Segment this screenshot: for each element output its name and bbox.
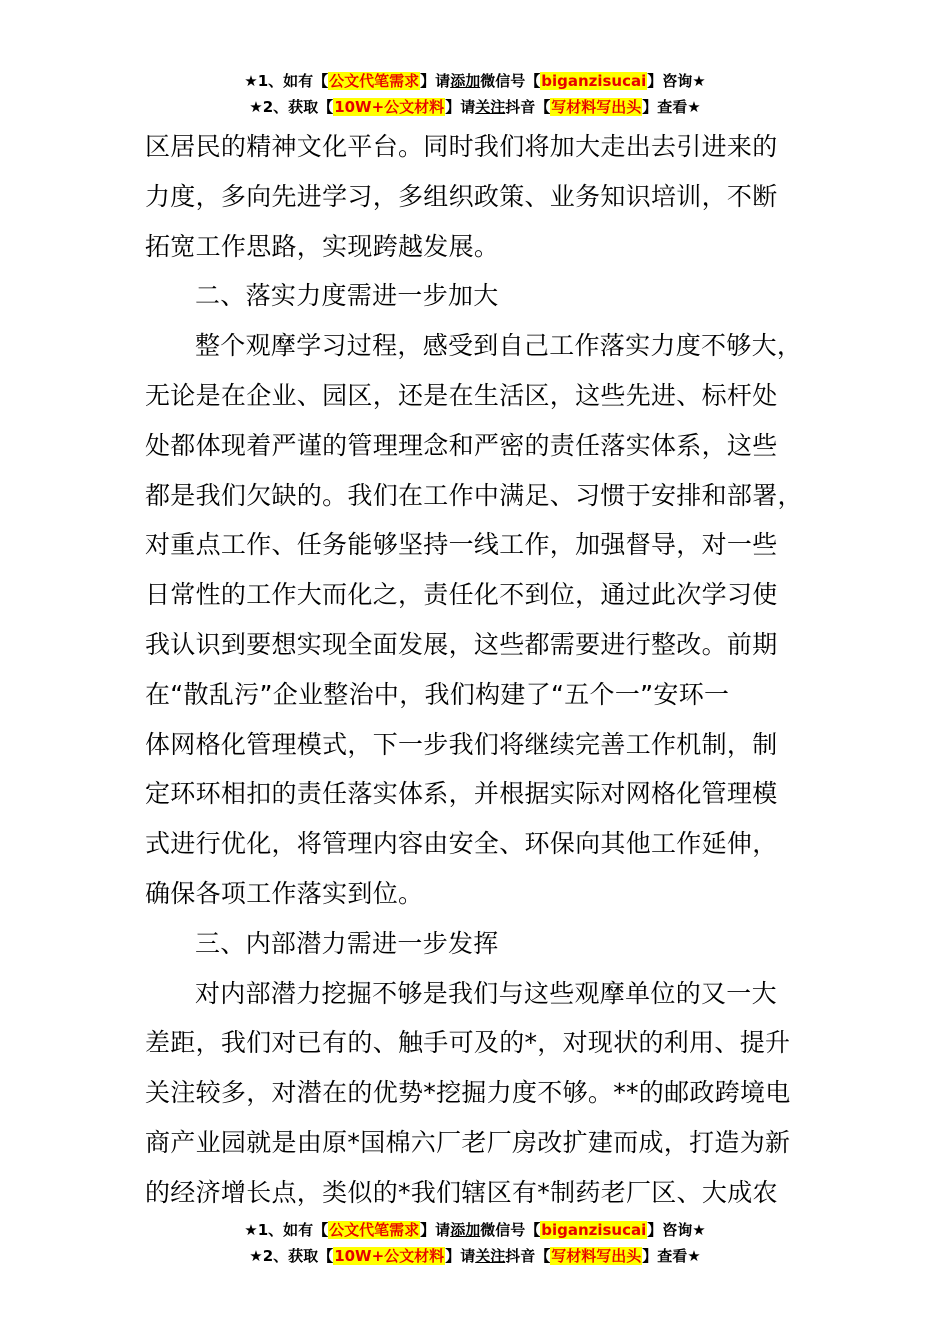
banner-line-1 bbox=[0, 68, 950, 94]
text-line: 关注较多，对潜在的优势*挖掘力度不够。**的邮政跨境电 bbox=[145, 1078, 791, 1108]
banner-text: ★1、如有【 bbox=[244, 72, 329, 90]
banner-text: 】请 bbox=[445, 98, 476, 116]
highlight-text: 10W+公文材料 bbox=[334, 98, 445, 116]
text-line: 体网格化管理模式，下一步我们将继续完善工作机制，制 bbox=[145, 729, 778, 759]
text-line: 区居民的精神文化平台。同时我们将加大走出去引进来的 bbox=[145, 132, 778, 161]
banner-text: 】请 bbox=[420, 1221, 451, 1239]
header-banner bbox=[0, 68, 950, 120]
banner-line-2 bbox=[0, 94, 950, 120]
highlight-text: 10W+公文材料 bbox=[334, 1247, 445, 1265]
banner-line-2 bbox=[0, 1243, 950, 1269]
underlined-text: 添加 bbox=[450, 1221, 481, 1239]
banner-text: 微信号【 bbox=[480, 1221, 541, 1239]
highlight-text: biganzisucai bbox=[541, 72, 647, 90]
banner-text: 微信号【 bbox=[480, 72, 541, 90]
text-line: 的经济增长点，类似的*我们辖区有*制药老厂区、大成农 bbox=[145, 1177, 778, 1207]
text-line: 对重点工作、任务能够坚持一线工作，加强督导，对一些 bbox=[145, 530, 778, 560]
footer-banner bbox=[0, 1217, 950, 1269]
text-line: 定环环相扣的责任落实体系，并根据实际对网格化管理模 bbox=[145, 779, 778, 809]
text-line: 对内部潜力挖掘不够是我们与这些观摩单位的又一大 bbox=[195, 978, 777, 1008]
banner-text: 抖音【 bbox=[505, 1247, 551, 1265]
text-line: 都是我们欠缺的。我们在工作中满足、习惯于安排和部署， bbox=[145, 480, 803, 510]
banner-text: 】查看★ bbox=[642, 98, 701, 116]
text-line: 在“散乱污”企业整治中，我们构建了“五个一”安环一 bbox=[145, 679, 730, 709]
banner-text: 】咨询★ bbox=[647, 72, 706, 90]
text-line: 拓宽工作思路，实现跨越发展。 bbox=[145, 231, 500, 261]
banner-text: ★1、如有【 bbox=[244, 1221, 329, 1239]
document-body bbox=[145, 122, 815, 1218]
section-heading: 三、内部潜力需进一步发挥 bbox=[195, 928, 499, 958]
text-line: 商产业园就是由原*国棉六厂老厂房改扩建而成，打造为新 bbox=[145, 1127, 791, 1157]
banner-text: 】请 bbox=[445, 1247, 476, 1265]
text-line: 日常性的工作大而化之，责任化不到位，通过此次学习使 bbox=[145, 580, 778, 610]
text-line: 式进行优化，将管理内容由安全、环保向其他工作延伸， bbox=[145, 829, 778, 859]
highlight-text: 写材料写出头 bbox=[551, 1247, 642, 1265]
banner-text: ★2、获取【 bbox=[249, 98, 334, 116]
text-line: 处都体现着严谨的管理理念和严密的责任落实体系，这些 bbox=[145, 430, 778, 460]
text-line: 差距，我们对已有的、触手可及的*，对现状的利用、提升 bbox=[145, 1028, 791, 1058]
text-line: 力度，多向先进学习，多组织政策、业务知识培训，不断 bbox=[145, 181, 778, 211]
text-line: 确保各项工作落实到位。 bbox=[145, 878, 424, 908]
highlight-text: 公文代笔需求 bbox=[329, 1221, 420, 1239]
text-line: 整个观摩学习过程，感受到自己工作落实力度不够大， bbox=[195, 331, 803, 361]
underlined-text: 关注 bbox=[475, 98, 506, 116]
banner-text: ★2、获取【 bbox=[249, 1247, 334, 1265]
highlight-text: biganzisucai bbox=[541, 1221, 647, 1239]
banner-line-1 bbox=[0, 1217, 950, 1243]
text-line: 无论是在企业、园区，还是在生活区，这些先进、标杆处 bbox=[145, 380, 778, 410]
banner-text: 】咨询★ bbox=[647, 1221, 706, 1239]
highlight-text: 公文代笔需求 bbox=[329, 72, 420, 90]
text-line: 我认识到要想实现全面发展，这些都需要进行整改。前期 bbox=[145, 629, 778, 659]
banner-text: 】请 bbox=[420, 72, 451, 90]
section-heading: 二、落实力度需进一步加大 bbox=[195, 281, 499, 311]
banner-text: 】查看★ bbox=[642, 1247, 701, 1265]
banner-text: 抖音【 bbox=[505, 98, 551, 116]
highlight-text: 写材料写出头 bbox=[551, 98, 642, 116]
underlined-text: 添加 bbox=[450, 72, 481, 90]
underlined-text: 关注 bbox=[475, 1247, 506, 1265]
